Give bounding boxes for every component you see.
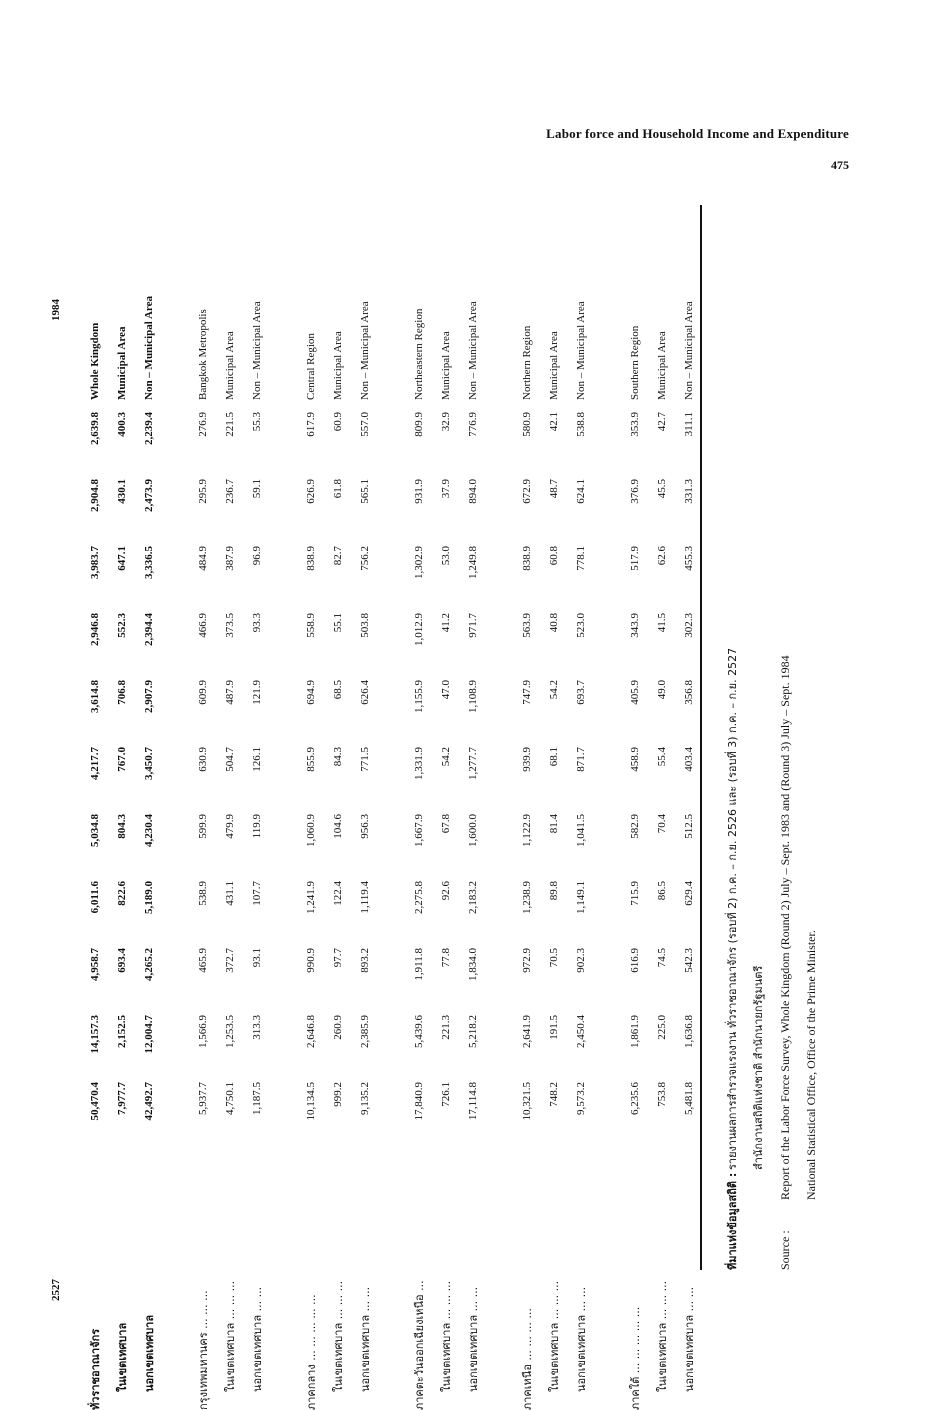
table-cell: 3,983.7	[89, 546, 101, 579]
table-cell: 70.5	[548, 948, 560, 968]
table-cell: 517.9	[629, 546, 641, 571]
table-cell: 89.8	[548, 881, 560, 901]
table-row	[541, 190, 568, 1410]
table-cell: 2,183.2	[467, 881, 479, 914]
table-cell: 465.9	[197, 948, 209, 973]
table-cell: 93.3	[251, 613, 263, 633]
table-cell: 1,667.9	[413, 814, 425, 847]
table-cell: 458.9	[629, 747, 641, 772]
table-cell: 503.8	[359, 613, 371, 638]
table-cell: 558.9	[305, 613, 317, 638]
running-title: Labor force and Household Income and Expenditure	[546, 126, 849, 141]
table-cell: 1,187.5	[251, 1082, 263, 1115]
source-notes-area	[720, 390, 830, 1270]
table-cell: 376.9	[629, 479, 641, 504]
table-cell: 2,394.4	[143, 613, 155, 646]
table-cell: 609.9	[197, 680, 209, 705]
table-cell: 931.9	[413, 479, 425, 504]
table-cell: 61.8	[332, 479, 344, 499]
table-cell: 373.5	[224, 613, 236, 638]
table-cell: 523.0	[575, 613, 587, 638]
table-cell: 565.1	[359, 479, 371, 504]
table-row	[406, 190, 433, 1410]
table-cell: 221.5	[224, 412, 236, 437]
table-cell: 538.8	[575, 412, 587, 437]
source-thai-label: ที่มาแห่งข้อมูลสถิติ :	[726, 1172, 739, 1270]
table-cell: 55.4	[656, 747, 668, 767]
table-cell: 104.6	[332, 814, 344, 839]
table-cell: 236.7	[224, 479, 236, 504]
table-cell: 487.9	[224, 680, 236, 705]
row-label-thai: ภาคเหนือ ... ... ... ...	[521, 1308, 534, 1410]
table-cell: 37.9	[440, 479, 452, 499]
table-cell: 2,641.9	[521, 1015, 533, 1048]
table-cell: 119.9	[251, 814, 263, 839]
source-en-label: Source :	[778, 1230, 792, 1270]
table-group	[406, 190, 487, 1410]
table-cell: 617.9	[305, 412, 317, 437]
table-cell: 804.3	[116, 814, 128, 839]
table-cell: 81.4	[548, 814, 560, 834]
row-values	[676, 400, 703, 1140]
row-label-thai: ในเขตเทศบาล	[116, 1322, 129, 1392]
table-cell: 2,152.5	[116, 1015, 128, 1048]
table-cell: 97.7	[332, 948, 344, 968]
table-group	[190, 190, 271, 1410]
table-cell: 1,149.1	[575, 881, 587, 914]
table-cell: 767.0	[116, 747, 128, 772]
table-row	[568, 190, 595, 1410]
table-cell: 838.9	[305, 546, 317, 571]
row-label-en: Municipal Area	[656, 331, 668, 400]
table-row	[217, 190, 244, 1410]
row-label-thai: ภาคตะวันออกเฉียงเหนือ ...	[413, 1280, 426, 1410]
table-cell: 599.9	[197, 814, 209, 839]
row-label-en: Bangkok Metropolis	[197, 309, 209, 400]
row-label-en: Municipal Area	[548, 331, 560, 400]
row-label-en: Non – Municipal Area	[683, 301, 695, 400]
table-cell: 84.3	[332, 747, 344, 767]
table-cell: 353.9	[629, 412, 641, 437]
table-cell: 67.8	[440, 814, 452, 834]
table-cell: 2,946.8	[89, 613, 101, 646]
row-label-thai: นอกเขตเทศบาล ... ...	[575, 1286, 588, 1392]
table-cell: 49.0	[656, 680, 668, 700]
table-cell: 5,937.7	[197, 1082, 209, 1115]
table-cell: 838.9	[521, 546, 533, 571]
table-cell: 1,277.7	[467, 747, 479, 780]
row-values	[514, 400, 541, 1140]
table-cell: 956.3	[359, 814, 371, 839]
table-cell: 96.9	[251, 546, 263, 566]
year-en: 1984	[50, 299, 62, 321]
table-group	[82, 190, 163, 1410]
table-cell: 7,977.7	[116, 1082, 128, 1115]
table-cell: 4,958.7	[89, 948, 101, 981]
source-en-line-1	[772, 390, 798, 1270]
table-group	[298, 190, 379, 1410]
table-cell: 6,011.6	[89, 881, 101, 914]
data-table	[40, 190, 696, 1410]
table-cell: 70.4	[656, 814, 668, 834]
table-cell: 82.7	[332, 546, 344, 566]
table-cell: 92.6	[440, 881, 452, 901]
table-cell: 47.0	[440, 680, 452, 700]
table-cell: 512.5	[683, 814, 695, 839]
table-cell: 430.1	[116, 479, 128, 504]
row-label-thai: ในเขตเทศบาล ... ... ...	[656, 1280, 669, 1392]
table-cell: 17,114.8	[467, 1082, 479, 1121]
table-cell: 580.9	[521, 412, 533, 437]
table-cell: 693.7	[575, 680, 587, 705]
table-cell: 60.9	[332, 412, 344, 432]
table-cell: 77.8	[440, 948, 452, 968]
table-cell: 17,840.9	[413, 1082, 425, 1121]
row-values	[541, 400, 568, 1140]
table-cell: 225.0	[656, 1015, 668, 1040]
row-values	[298, 400, 325, 1140]
table-cell: 59.1	[251, 479, 263, 499]
table-cell: 41.5	[656, 613, 668, 633]
table-cell: 6,235.6	[629, 1082, 641, 1115]
table-cell: 10,134.5	[305, 1082, 317, 1121]
table-cell: 999.2	[332, 1082, 344, 1107]
table-row	[136, 190, 163, 1410]
table-cell: 55.1	[332, 613, 344, 633]
table-cell: 5,218.2	[467, 1015, 479, 1048]
table-cell: 552.3	[116, 613, 128, 638]
table-cell: 1,600.0	[467, 814, 479, 847]
row-label-en: Municipal Area	[224, 331, 236, 400]
table-cell: 466.9	[197, 613, 209, 638]
table-row	[352, 190, 379, 1410]
table-cell: 479.9	[224, 814, 236, 839]
table-cell: 5,189.0	[143, 881, 155, 914]
table-cell: 68.1	[548, 747, 560, 767]
table-cell: 778.1	[575, 546, 587, 571]
table-cell: 756.2	[359, 546, 371, 571]
table-cell: 93.1	[251, 948, 263, 968]
table-cell: 403.4	[683, 747, 695, 772]
table-row	[676, 190, 703, 1410]
source-thai-text-1: รายงานผลการสำรวจแรงงาน ทั่วราชอาณาจักร (รอบที่ 2) ก.ค. – ก.ย. 2526 และ (รอบที่ 3) ก.ค. – ก.ย. 2527	[726, 647, 739, 1170]
table-cell: 122.4	[332, 881, 344, 906]
table-row	[514, 190, 541, 1410]
table-cell: 2,904.8	[89, 479, 101, 512]
table-cell: 630.9	[197, 747, 209, 772]
table-cell: 42.7	[656, 412, 668, 432]
table-cell: 55.3	[251, 412, 263, 432]
table-cell: 302.3	[683, 613, 695, 638]
table-cell: 1,249.8	[467, 546, 479, 579]
table-row	[433, 190, 460, 1410]
row-label-thai: ภาคใต้ ... ... ... ... ...	[629, 1306, 642, 1410]
row-label-thai: นอกเขตเทศบาล ... ...	[251, 1286, 264, 1392]
row-values	[244, 400, 271, 1140]
table-cell: 3,450.7	[143, 747, 155, 780]
table-cell: 295.9	[197, 479, 209, 504]
table-cell: 1,155.9	[413, 680, 425, 713]
year-thai: 2527	[50, 1279, 62, 1301]
table-cell: 455.3	[683, 546, 695, 571]
table-cell: 2,450.4	[575, 1015, 587, 1048]
table-cell: 9,135.2	[359, 1082, 371, 1115]
table-cell: 1,911.8	[413, 948, 425, 981]
table-cell: 1,636.8	[683, 1015, 695, 1048]
row-label-en: Non – Municipal Area	[143, 295, 155, 400]
table-cell: 191.5	[548, 1015, 560, 1040]
row-values	[325, 400, 352, 1140]
table-cell: 41.2	[440, 613, 452, 633]
table-cell: 693.4	[116, 948, 128, 973]
table-cell: 431.1	[224, 881, 236, 906]
table-cell: 771.5	[359, 747, 371, 772]
table-cell: 121.9	[251, 680, 263, 705]
table-cell: 60.8	[548, 546, 560, 566]
table-cell: 647.1	[116, 546, 128, 571]
table-cell: 626.4	[359, 680, 371, 705]
row-label-thai: นอกเขตเทศบาล ... ...	[359, 1286, 372, 1392]
source-en-line-2: National Statistical Office, Office of the Prime Minister.	[804, 930, 818, 1200]
row-label-en: Municipal Area	[116, 326, 128, 400]
table-cell: 276.9	[197, 412, 209, 437]
table-cell: 32.9	[440, 412, 452, 432]
table-cell: 3,614.8	[89, 680, 101, 713]
table-cell: 54.2	[548, 680, 560, 700]
table-cell: 1,122.9	[521, 814, 533, 847]
table-cell: 1,566.9	[197, 1015, 209, 1048]
table-cell: 484.9	[197, 546, 209, 571]
table-cell: 400.3	[116, 412, 128, 437]
table-cell: 405.9	[629, 680, 641, 705]
table-cell: 2,385.9	[359, 1015, 371, 1048]
row-label-thai: ในเขตเทศบาล ... ... ...	[224, 1280, 237, 1392]
row-values	[352, 400, 379, 1140]
table-cell: 672.9	[521, 479, 533, 504]
row-values	[433, 400, 460, 1140]
table-cell: 504.7	[224, 747, 236, 772]
table-cell: 624.1	[575, 479, 587, 504]
table-cell: 387.9	[224, 546, 236, 571]
source-notes	[720, 390, 830, 1270]
table-row	[649, 190, 676, 1410]
table-cell: 747.9	[521, 680, 533, 705]
table-cell: 126.1	[251, 747, 263, 772]
table-cell: 706.8	[116, 680, 128, 705]
table-row	[298, 190, 325, 1410]
table-cell: 542.3	[683, 948, 695, 973]
table-cell: 1,012.9	[413, 613, 425, 646]
table-cell: 54.2	[440, 747, 452, 767]
row-label-en: Non – Municipal Area	[359, 301, 371, 400]
table-cell: 1,241.9	[305, 881, 317, 914]
table-cell: 2,239.4	[143, 412, 155, 445]
table-cell: 5,439.6	[413, 1015, 425, 1048]
table-cell: 14,157.3	[89, 1015, 101, 1054]
table-cell: 776.9	[467, 412, 479, 437]
table-cell: 726.1	[440, 1082, 452, 1107]
row-label-en: Non – Municipal Area	[467, 301, 479, 400]
row-label-thai: นอกเขตเทศบาล ... ...	[467, 1286, 480, 1392]
row-values	[136, 400, 163, 1140]
row-label-en: Municipal Area	[440, 331, 452, 400]
source-thai-line-1	[720, 390, 746, 1270]
row-label-thai: นอกเขตเทศบาล	[143, 1314, 156, 1392]
table-row	[109, 190, 136, 1410]
table-cell: 1,253.5	[224, 1015, 236, 1048]
table-cell: 753.8	[656, 1082, 668, 1107]
table-cell: 343.9	[629, 613, 641, 638]
table-cell: 62.6	[656, 546, 668, 566]
table-group	[514, 190, 595, 1410]
table-cell: 3,336.5	[143, 546, 155, 579]
table-cell: 74.5	[656, 948, 668, 968]
table-cell: 40.8	[548, 613, 560, 633]
table-cell: 45.5	[656, 479, 668, 499]
row-label-en: Non – Municipal Area	[575, 301, 587, 400]
table-cell: 715.9	[629, 881, 641, 906]
row-values	[460, 400, 487, 1140]
row-label-en: Municipal Area	[332, 331, 344, 400]
table-cell: 313.3	[251, 1015, 263, 1040]
table-cell: 1,861.9	[629, 1015, 641, 1048]
table-row	[460, 190, 487, 1410]
table-cell: 10,321.5	[521, 1082, 533, 1121]
table-cell: 855.9	[305, 747, 317, 772]
table-cell: 894.0	[467, 479, 479, 504]
row-label-thai: ภาคกลาง ... ... ... ... ...	[305, 1294, 318, 1410]
table-cell: 616.9	[629, 948, 641, 973]
row-label-thai: ในเขตเทศบาล ... ... ...	[548, 1280, 561, 1392]
table-cell: 9,573.2	[575, 1082, 587, 1115]
table-cell: 48.7	[548, 479, 560, 499]
table-cell: 1,302.9	[413, 546, 425, 579]
row-values	[406, 400, 433, 1140]
table-row	[622, 190, 649, 1410]
page-header	[546, 126, 849, 142]
row-label-en: Central Region	[305, 333, 317, 400]
table-cell: 893.2	[359, 948, 371, 973]
row-label-thai: ในเขตเทศบาล ... ... ...	[332, 1280, 345, 1392]
row-label-thai: ในเขตเทศบาล ... ... ...	[440, 1280, 453, 1392]
table-cell: 871.7	[575, 747, 587, 772]
table-cell: 822.6	[116, 881, 128, 906]
table-row	[82, 190, 109, 1410]
table-group	[622, 190, 703, 1410]
table-cell: 2,473.9	[143, 479, 155, 512]
row-label-en: Southern Region	[629, 325, 641, 400]
table-cell: 4,230.4	[143, 814, 155, 847]
table-cell: 582.9	[629, 814, 641, 839]
row-values	[649, 400, 676, 1140]
table-cell: 68.5	[332, 680, 344, 700]
rotated-table-area	[40, 190, 696, 1410]
table-cell: 1,060.9	[305, 814, 317, 847]
source-thai-line-2: สำนักงานสถิติแห่งชาติ สำนักนายกรัฐมนตรี	[752, 965, 765, 1170]
table-cell: 1,108.9	[467, 680, 479, 713]
table-bottom-rule	[700, 205, 702, 1270]
table-cell: 748.2	[548, 1082, 560, 1107]
table-cell: 260.9	[332, 1015, 344, 1040]
table-cell: 1,331.9	[413, 747, 425, 780]
table-cell: 2,275.8	[413, 881, 425, 914]
source-en-text-1: Report of the Labor Force Survey, Whole Kingdom (Round 2) July – Sept. 1983 and (Round 3) July – Sept. 1984	[778, 655, 792, 1200]
row-label-thai: กรุงเทพมหานคร ... ... ...	[197, 1290, 210, 1410]
row-values	[82, 400, 109, 1140]
table-cell: 4,750.1	[224, 1082, 236, 1115]
table-cell: 626.9	[305, 479, 317, 504]
row-label-thai: ทั่วราชอาณาจักร	[89, 1328, 102, 1410]
row-label-en: Non – Municipal Area	[251, 301, 263, 400]
row-values	[109, 400, 136, 1140]
table-cell: 42,492.7	[143, 1082, 155, 1121]
table-cell: 990.9	[305, 948, 317, 973]
table-row	[190, 190, 217, 1410]
table-cell: 372.7	[224, 948, 236, 973]
table-cell: 2,646.8	[305, 1015, 317, 1048]
row-label-en: Whole Kingdom	[89, 322, 101, 400]
row-label-en: Northern Region	[521, 325, 533, 400]
table-cell: 939.9	[521, 747, 533, 772]
table-cell: 53.0	[440, 546, 452, 566]
table-cell: 221.3	[440, 1015, 452, 1040]
table-cell: 12,004.7	[143, 1015, 155, 1054]
table-cell: 4,217.7	[89, 747, 101, 780]
table-cell: 50,470.4	[89, 1082, 101, 1121]
table-cell: 42.1	[548, 412, 560, 432]
table-cell: 5,034.8	[89, 814, 101, 847]
row-values	[190, 400, 217, 1140]
row-values	[217, 400, 244, 1140]
table-cell: 557.0	[359, 412, 371, 437]
row-values	[622, 400, 649, 1140]
table-cell: 629.4	[683, 881, 695, 906]
table-cell: 1,238.9	[521, 881, 533, 914]
table-cell: 86.5	[656, 881, 668, 901]
row-values	[568, 400, 595, 1140]
table-cell: 107.7	[251, 881, 263, 906]
row-label-thai: นอกเขตเทศบาล ... ...	[683, 1286, 696, 1392]
row-label-en: Northeastern Region	[413, 308, 425, 400]
table-row	[325, 190, 352, 1410]
table-cell: 538.9	[197, 881, 209, 906]
table-cell: 972.9	[521, 948, 533, 973]
table-cell: 2,639.8	[89, 412, 101, 445]
table-cell: 1,834.0	[467, 948, 479, 981]
table-cell: 971.7	[467, 613, 479, 638]
table-row	[244, 190, 271, 1410]
table-cell: 2,907.9	[143, 680, 155, 713]
page-number: 475	[831, 158, 849, 172]
table-cell: 694.9	[305, 680, 317, 705]
table-cell: 356.8	[683, 680, 695, 705]
table-cell: 563.9	[521, 613, 533, 638]
table-cell: 5,481.8	[683, 1082, 695, 1115]
table-cell: 331.3	[683, 479, 695, 504]
table-cell: 311.1	[683, 412, 695, 437]
table-cell: 902.3	[575, 948, 587, 973]
table-cell: 809.9	[413, 412, 425, 437]
table-cell: 1,119.4	[359, 881, 371, 914]
table-cell: 4,265.2	[143, 948, 155, 981]
table-cell: 1,041.5	[575, 814, 587, 847]
